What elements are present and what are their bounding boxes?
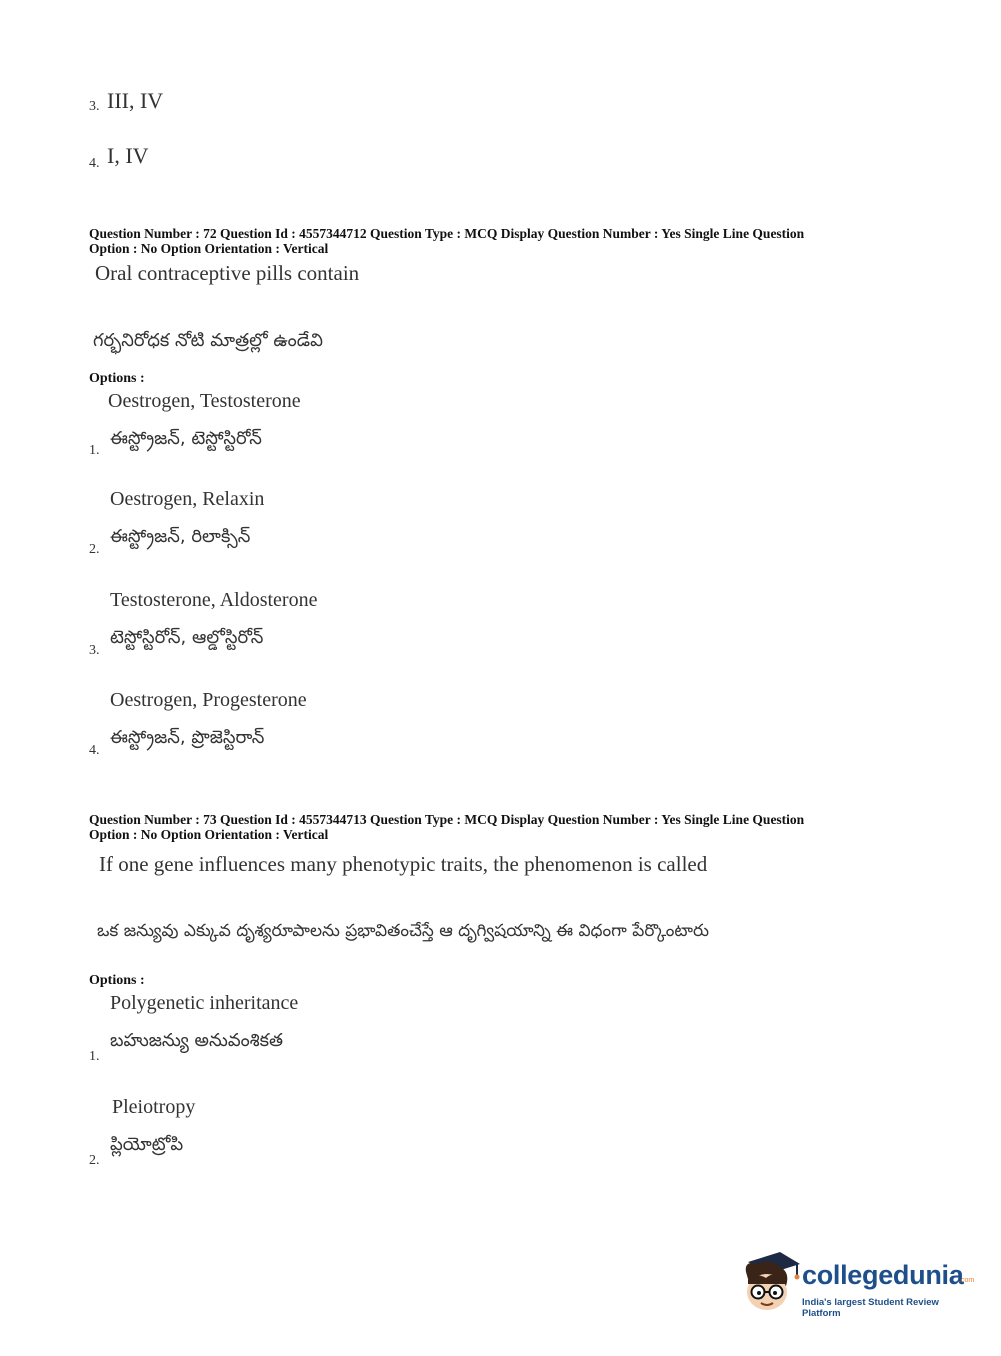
logo-domain: .com [959,1277,975,1284]
option-number: 3. [89,643,100,658]
option-text-te: ప్లియోట్రోపి [110,1134,184,1155]
option-text-te: ఈస్ట్రోజన్, టెస్టోస్టిరోన్ [110,428,262,449]
mascot-icon [740,1250,802,1314]
option-text-en: Oestrogen, Testosterone [108,390,301,412]
options-label: Options : [89,973,145,988]
option-text-en: Oestrogen, Relaxin [110,488,265,510]
question-text-te: ఒక జన్యువు ఎక్కువ దృశ్యరూపాలను ప్రభావితంచేస్తే ఆ దృగ్విషయాన్ని ఈ విధంగా పేర్కొంటారు [97,921,709,941]
options-label: Options : [89,371,145,386]
option-number: 2. [89,1153,100,1168]
option-number: 4. [89,156,100,171]
option-text: III, IV [107,88,164,113]
question-meta: Question Number : 73 Question Id : 4557344713 Question Type : MCQ Display Question Number : Yes Single Line Question [89,812,805,827]
question-meta: Option : No Option Orientation : Vertical [89,241,329,256]
option-text-te: టెస్టోస్టిరోన్, ఆల్డోస్టిరోన్ [110,627,264,648]
option-text-en: Oestrogen, Progesterone [110,689,307,711]
question-meta: Option : No Option Orientation : Vertical [89,827,329,842]
option-number: 3. [89,99,100,114]
option-number: 1. [89,443,100,458]
question-text-en: If one gene influences many phenotypic traits, the phenomenon is called [99,852,708,876]
option-text-te: బహుజన్యు అనువంశికత [110,1030,284,1051]
option-text: I, IV [107,143,149,168]
question-meta: Question Number : 72 Question Id : 4557344712 Question Type : MCQ Display Question Number : Yes Single Line Question [89,226,805,241]
option-text-en: Testosterone, Aldosterone [110,589,318,611]
logo-text: collegedunia [802,1260,964,1290]
option-text-en: Polygenetic inheritance [110,992,299,1014]
option-text-te: ఈస్ట్రోజన్, రిలాక్సిన్ [110,526,251,547]
question-text-te: గర్భనిరోధక నోటి మాత్రల్లో ఉండేవి [93,330,323,351]
collegedunia-logo [740,1250,975,1320]
option-number: 4. [89,743,100,758]
question-text-en: Oral contraceptive pills contain [95,261,360,285]
option-text-te: ఈస్ట్రోజన్, ప్రొజెస్టిరాన్ [110,727,265,748]
option-number: 1. [89,1049,100,1064]
option-text-en: Pleiotropy [112,1096,196,1118]
logo-tagline: India's largest Student Review Platform [802,1297,939,1319]
option-number: 2. [89,542,100,557]
